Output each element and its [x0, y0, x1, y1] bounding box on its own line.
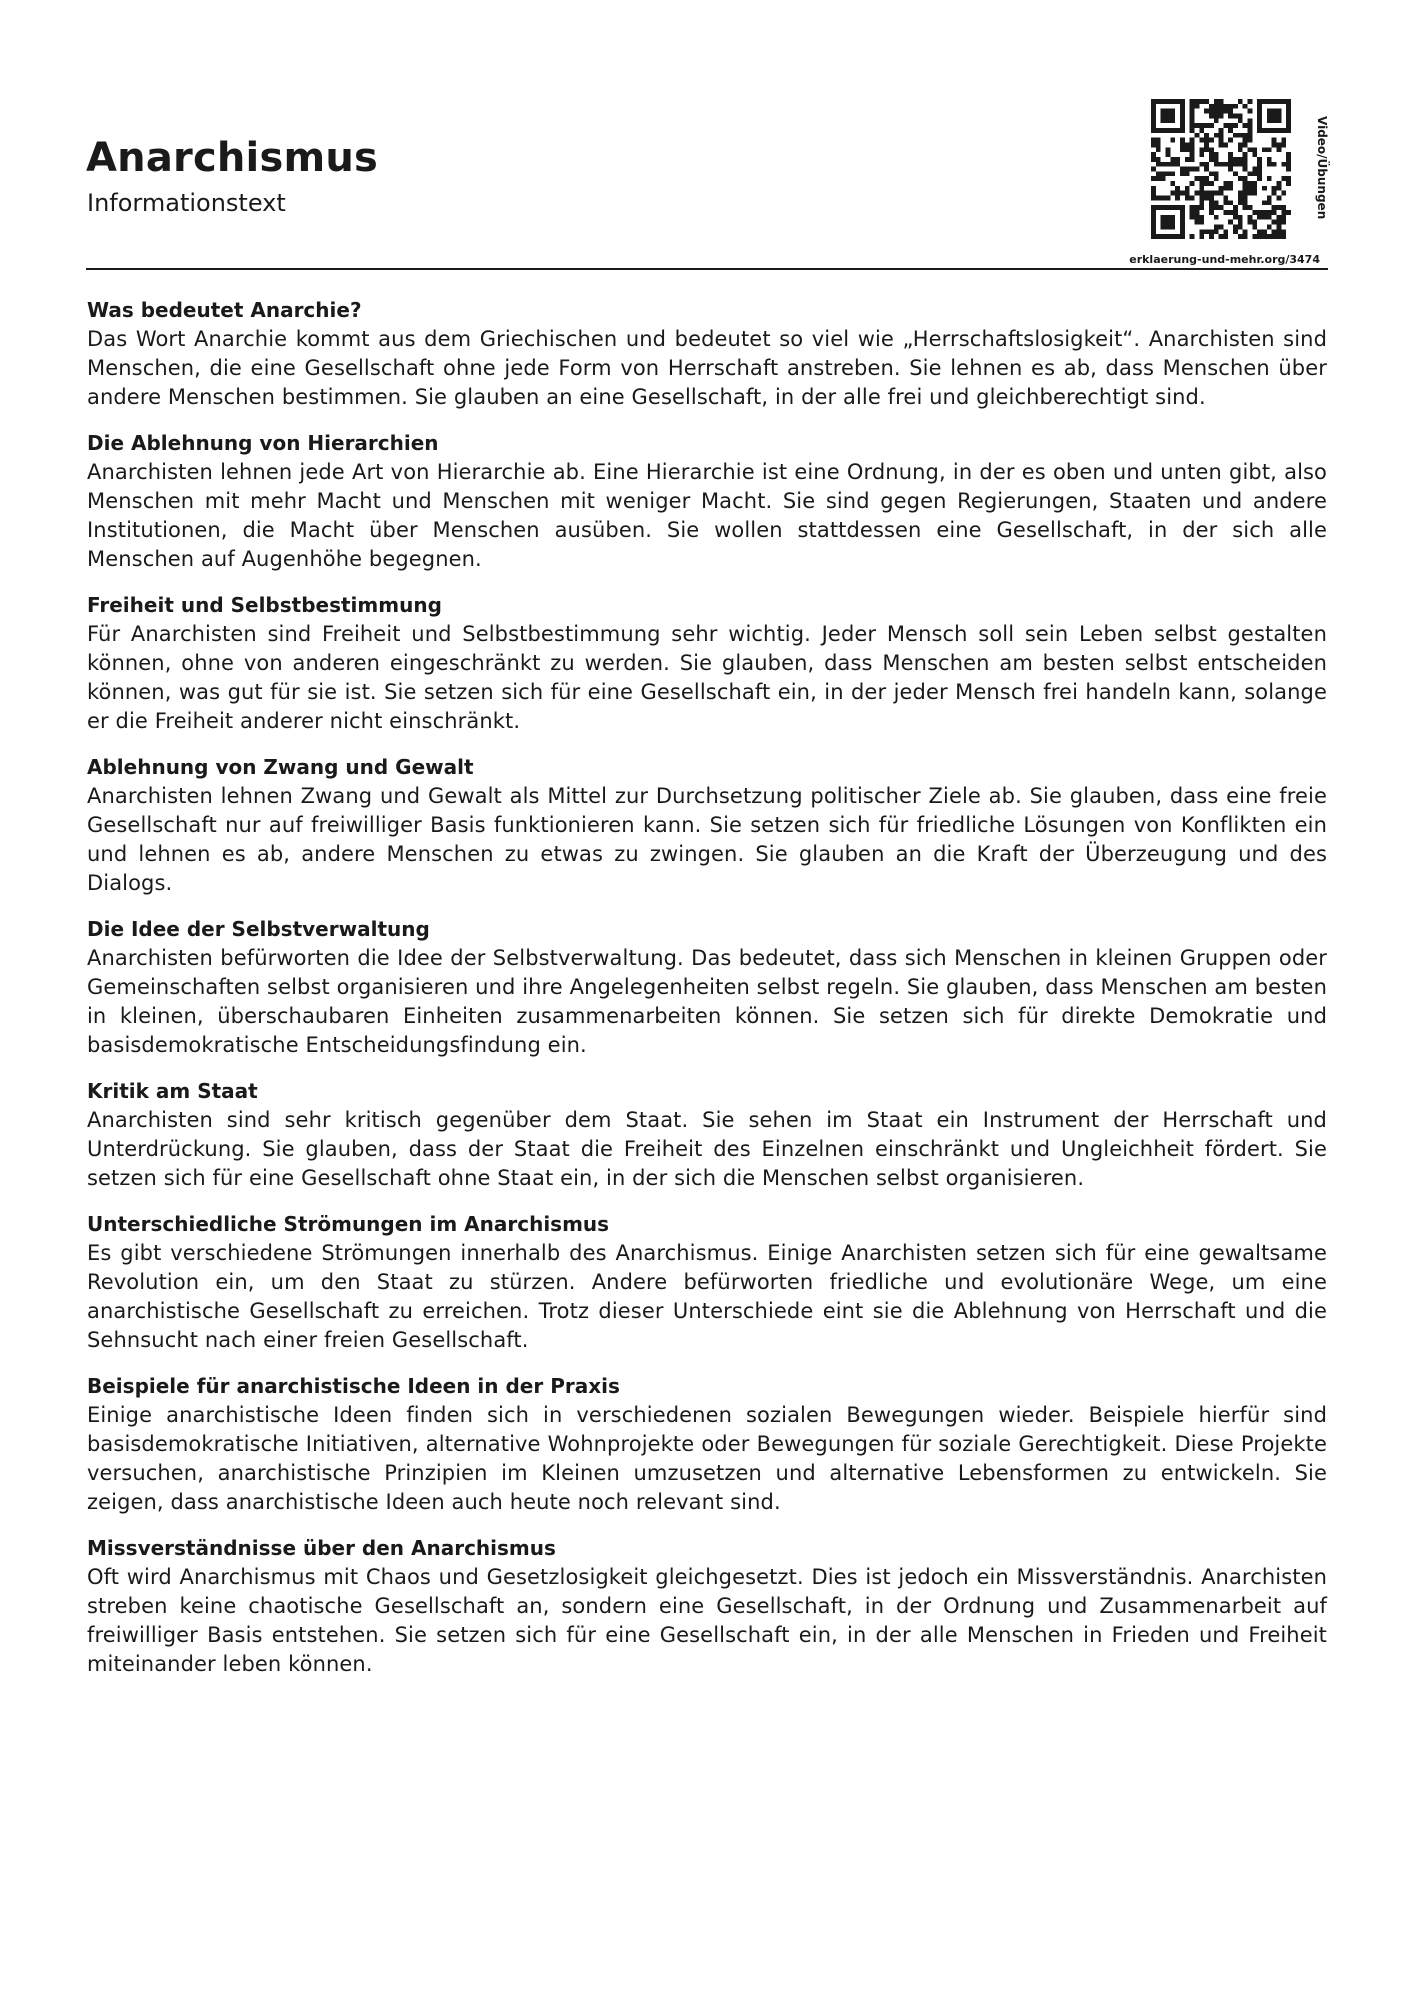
qr-url-label[interactable]: erklaerung-und-mehr.org/3474 — [1129, 253, 1320, 266]
section-zwang-gewalt — [87, 753, 1327, 898]
section-heading: Ablehnung von Zwang und Gewalt — [87, 755, 474, 779]
qr-side-label: Video/Übungen — [1315, 116, 1329, 220]
qr-code-icon[interactable] — [1151, 99, 1291, 239]
section-was-bedeutet-anarchie — [87, 296, 1327, 412]
section-heading: Was bedeutet Anarchie? — [87, 298, 362, 322]
section-paragraph: Anarchisten lehnen jede Art von Hierarchie ab. Eine Hierarchie ist eine Ordnung, in der es oben und unten gibt, also Menschen mit mehr Macht und Menschen mit weniger Macht. Sie sind gegen Regierungen, Staaten und andere Institutionen, die Macht über Menschen ausüben. Sie wollen stattdessen eine Gesellschaft, in der sich alle Menschen auf Augenhöhe begegnen. — [87, 460, 1327, 571]
section-paragraph: Anarchisten sind sehr kritisch gegenüber dem Staat. Sie sehen im Staat ein Instrument der Herrschaft und Unterdrückung. Sie glauben, dass der Staat die Freiheit des Einzelnen einschränkt und Ungleichheit fördert. Sie setzen sich für eine Gesellschaft ohne Staat ein, in der sich die Menschen selbst organisieren. — [87, 1108, 1327, 1190]
section-praxis-beispiele — [87, 1372, 1327, 1517]
section-stroemungen — [87, 1210, 1327, 1355]
page-subtitle: Informationstext — [87, 189, 286, 217]
section-kritik-staat — [87, 1077, 1327, 1193]
section-missverstaendnisse — [87, 1534, 1327, 1679]
section-heading: Unterschiedliche Strömungen im Anarchismus — [87, 1212, 610, 1236]
article-body — [87, 296, 1327, 1696]
section-heading: Die Idee der Selbstverwaltung — [87, 917, 430, 941]
section-heading: Beispiele für anarchistische Ideen in der Praxis — [87, 1374, 620, 1398]
section-heading: Missverständnisse über den Anarchismus — [87, 1536, 556, 1560]
section-paragraph: Es gibt verschiedene Strömungen innerhalb des Anarchismus. Einige Anarchisten setzen sich für eine gewaltsame Revolution ein, um den Staat zu stürzen. Andere befürworten friedliche und evolutionäre Wege, um eine anarchistische Gesellschaft zu erreichen. Trotz dieser Unterschiede eint sie die Ablehnung von Herrschaft und die Sehnsucht nach einer freien Gesellschaft. — [87, 1241, 1327, 1352]
section-selbstverwaltung — [87, 915, 1327, 1060]
section-paragraph: Anarchisten befürworten die Idee der Selbstverwaltung. Das bedeutet, dass sich Menschen in kleinen Gruppen oder Gemeinschaften selbst organisieren und ihre Angelegenheiten selbst regeln. Sie glauben, dass Menschen am besten in kleinen, überschaubaren Einheiten zusammenarbeiten können. Sie setzen sich für direkte Demokratie und basisdemokratische Entscheidungsfindung ein. — [87, 946, 1327, 1057]
section-ablehnung-hierarchien — [87, 429, 1327, 574]
section-paragraph: Für Anarchisten sind Freiheit und Selbstbestimmung sehr wichtig. Jeder Mensch soll sein Leben selbst gestalten können, ohne von anderen eingeschränkt zu werden. Sie glauben, dass Menschen am besten selbst entscheiden können, was gut für sie ist. Sie setzen sich für eine Gesellschaft ein, in der jeder Mensch frei handeln kann, solange er die Freiheit anderer nicht einschränkt. — [87, 622, 1327, 733]
section-paragraph: Einige anarchistische Ideen finden sich in verschiedenen sozialen Bewegungen wieder. Beispiele hierfür sind basisdemokratische Initiativen, alternative Wohnprojekte oder Bewegungen für soziale Gerechtigkeit. Diese Projekte versuchen, anarchistische Prinzipien im Kleinen umzusetzen und alternative Lebensformen zu entwickeln. Sie zeigen, dass anarchistische Ideen auch heute noch relevant sind. — [87, 1403, 1327, 1514]
header-divider — [86, 268, 1328, 270]
section-paragraph: Anarchisten lehnen Zwang und Gewalt als Mittel zur Durchsetzung politischer Ziele ab. Sie glauben, dass eine freie Gesellschaft nur auf freiwilliger Basis funktionieren kann. Sie setzen sich für friedliche Lösungen von Konflikten ein und lehnen es ab, andere Menschen zu etwas zu zwingen. Sie glauben an die Kraft der Überzeugung und des Dialogs. — [87, 784, 1327, 895]
section-freiheit-selbstbestimmung — [87, 591, 1327, 736]
section-heading: Kritik am Staat — [87, 1079, 258, 1103]
page-title: Anarchismus — [86, 135, 379, 181]
section-heading: Freiheit und Selbstbestimmung — [87, 593, 442, 617]
section-paragraph: Oft wird Anarchismus mit Chaos und Gesetzlosigkeit gleichgesetzt. Dies ist jedoch ein Missverständnis. Anarchisten streben keine chaotische Gesellschaft an, sondern eine Gesellschaft, in der Ordnung und Zusammenarbeit auf freiwilliger Basis entstehen. Sie setzen sich für eine Gesellschaft ein, in der alle Menschen in Frieden und Freiheit miteinander leben können. — [87, 1565, 1327, 1676]
section-heading: Die Ablehnung von Hierarchien — [87, 431, 439, 455]
section-paragraph: Das Wort Anarchie kommt aus dem Griechischen und bedeutet so viel wie „Herrschaftslosigkeit“. Anarchisten sind Menschen, die eine Gesellschaft ohne jede Form von Herrschaft anstreben. Sie lehnen es ab, dass Menschen über andere Menschen bestimmen. Sie glauben an eine Gesellschaft, in der alle frei und gleichberechtigt sind. — [87, 327, 1327, 409]
